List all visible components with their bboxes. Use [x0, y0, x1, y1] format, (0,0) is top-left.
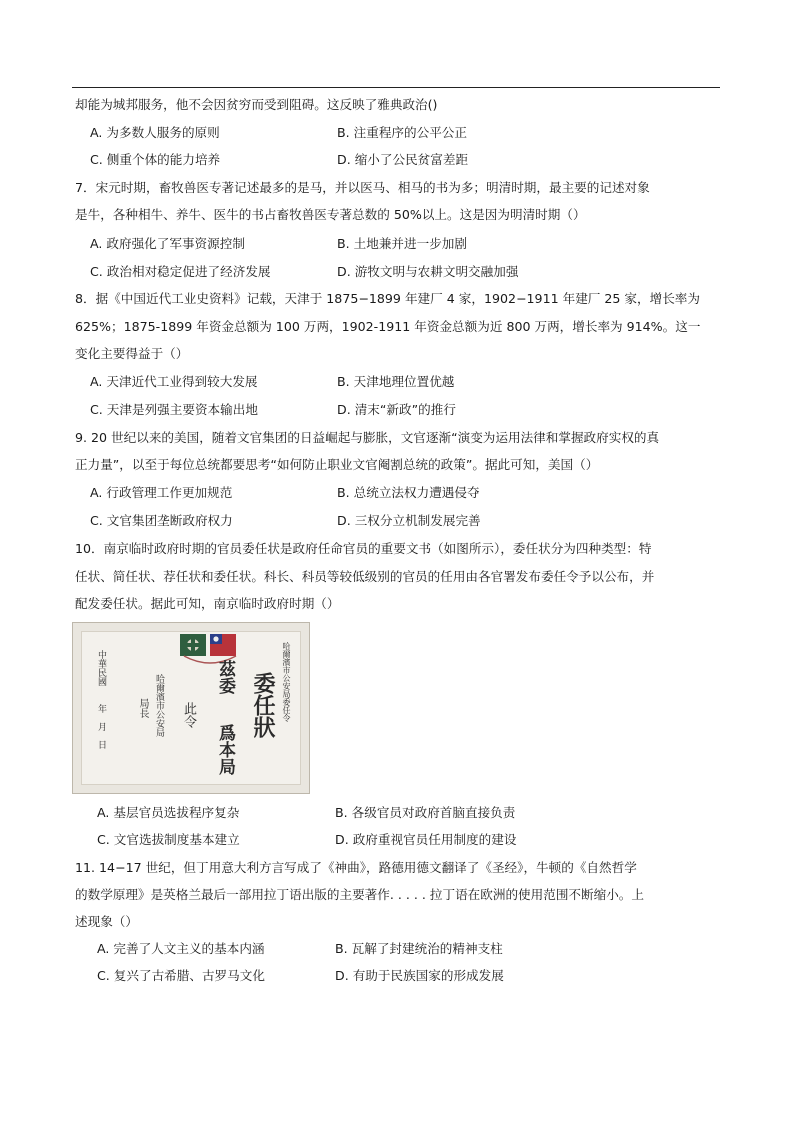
cert-date-text: 年 月 日 [96, 704, 106, 749]
cert-appoint-text: 茲委 [215, 660, 235, 694]
q9-line-1: 9. 20 世纪以来的美国，随着文官集团的日益崛起与膨胀，文官逐渐“演变为运用法律和掌握政府实权的真 [75, 430, 660, 445]
q9-option-b: B. 总统立法权力遭遇侵夺 [337, 485, 480, 500]
q7-line-1: 7．宋元时期，畜牧兽医专著记述最多的是马，并以医马、相马的书为多；明清时期，最主要的记述对象 [75, 180, 650, 195]
cert-order-text: 此令 [181, 702, 196, 728]
q8-option-d: D. 清末“新政”的推行 [337, 402, 456, 417]
q8-line-1: 8．据《中国近代工业史资料》记载，天津于 1875−1899 年建厂 4 家，1902−1911 年建厂 25 家，增长率为 [75, 291, 700, 306]
certificate-paper [81, 631, 301, 785]
q9-line-2: 正力量”，以至于每位总统都要思考“如何防止职业文官阉割总统的政策”。据此可知，美国（） [75, 457, 599, 472]
q6-tail: 却能为城邦服务，他不会因贫穷而受到阻碍。这反映了雅典政治() [75, 97, 438, 112]
q10-option-b: B. 各级官员对政府首脑直接负责 [335, 805, 516, 820]
q9-option-d: D. 三权分立机制发展完善 [337, 513, 481, 528]
republic-flag-icon [210, 634, 236, 656]
q11-line-1: 11. 14−17 世纪，但丁用意大利方言写成了《神曲》，路德用德文翻译了《圣经》，牛顿的《自然哲学 [75, 860, 637, 875]
cert-header-text: 哈爾濱市公安局委任令 [282, 642, 291, 722]
q11-line-2: 的数学原理》是英格兰最后一部用拉丁语出版的主要著作. . . . . 拉丁语在欧洲的使用范围不断缩小。上 [75, 887, 644, 902]
q8-line-3: 变化主要得益于（） [75, 346, 189, 361]
q8-option-a: A. 天津近代工业得到较大发展 [90, 374, 258, 389]
q6-option-d: D. 缩小了公民贫富差距 [337, 152, 469, 167]
cert-director-text: 局長 [137, 698, 148, 718]
q7-option-c: C. 政治相对稳定促进了经济发展 [90, 264, 271, 279]
q10-line-1: 10．南京临时政府时期的官员委任状是政府任命官员的重要文书（如图所示），委任状分为四种类型：特 [75, 541, 652, 556]
header-rule [72, 87, 720, 88]
q11-option-a: A. 完善了人文主义的基本内涵 [97, 941, 265, 956]
q11-option-d: D. 有助于民族国家的形成发展 [335, 968, 504, 983]
q7-option-d: D. 游牧文明与农耕文明交融加强 [337, 264, 519, 279]
q11-option-b: B. 瓦解了封建统治的精神支柱 [335, 941, 503, 956]
five-color-flag-icon [180, 634, 206, 656]
q8-option-c: C. 天津是列强主要资本输出地 [90, 402, 258, 417]
q10-option-d: D. 政府重视官员任用制度的建设 [335, 832, 517, 847]
q7-option-a: A. 政府强化了军事资源控制 [90, 236, 245, 251]
q6-option-c: C. 侧重个体的能力培养 [90, 152, 221, 167]
q11-line-3: 述现象（） [75, 914, 138, 929]
q10-option-a: A. 基层官员选拔程序复杂 [97, 805, 240, 820]
q7-line-2: 是牛，各种相牛、养牛、医牛的书占畜牧兽医专著总数的 50%以上。这是因为明清时期（） [75, 207, 586, 222]
q10-line-3: 配发委任状。据此可知，南京临时政府时期（） [75, 596, 340, 611]
q6-option-b: B. 注重程序的公平公正 [337, 125, 467, 140]
q7-option-b: B. 土地兼并进一步加剧 [337, 236, 467, 251]
cert-title: 委任狀 [250, 672, 276, 738]
q8-option-b: B. 天津地理位置优越 [337, 374, 455, 389]
cert-bureau-text: 爲本局 [215, 724, 235, 775]
q11-option-c: C. 复兴了古希腊、古罗马文化 [97, 968, 265, 983]
q10-line-2: 任状、简任状、荐任状和委任状。科长、科员等较低级别的官员的任用由各官署发布委任令予以公布，并 [75, 569, 655, 584]
q10-option-c: C. 文官选拔制度基本建立 [97, 832, 240, 847]
q8-line-2: 625%；1875-1899 年资金总额为 100 万两，1902-1911 年资金总额为近 800 万两，增长率为 914%。这一 [75, 319, 701, 334]
q9-option-a: A. 行政管理工作更加规范 [90, 485, 233, 500]
q9-option-c: C. 文官集团垄断政府权力 [90, 513, 233, 528]
cert-era-text: 中華民國 [96, 650, 106, 686]
q6-option-a: A. 为多数人服务的原则 [90, 125, 220, 140]
cert-issuer-text: 哈爾濱市公安局 [154, 674, 164, 737]
appointment-certificate-image [72, 622, 310, 794]
